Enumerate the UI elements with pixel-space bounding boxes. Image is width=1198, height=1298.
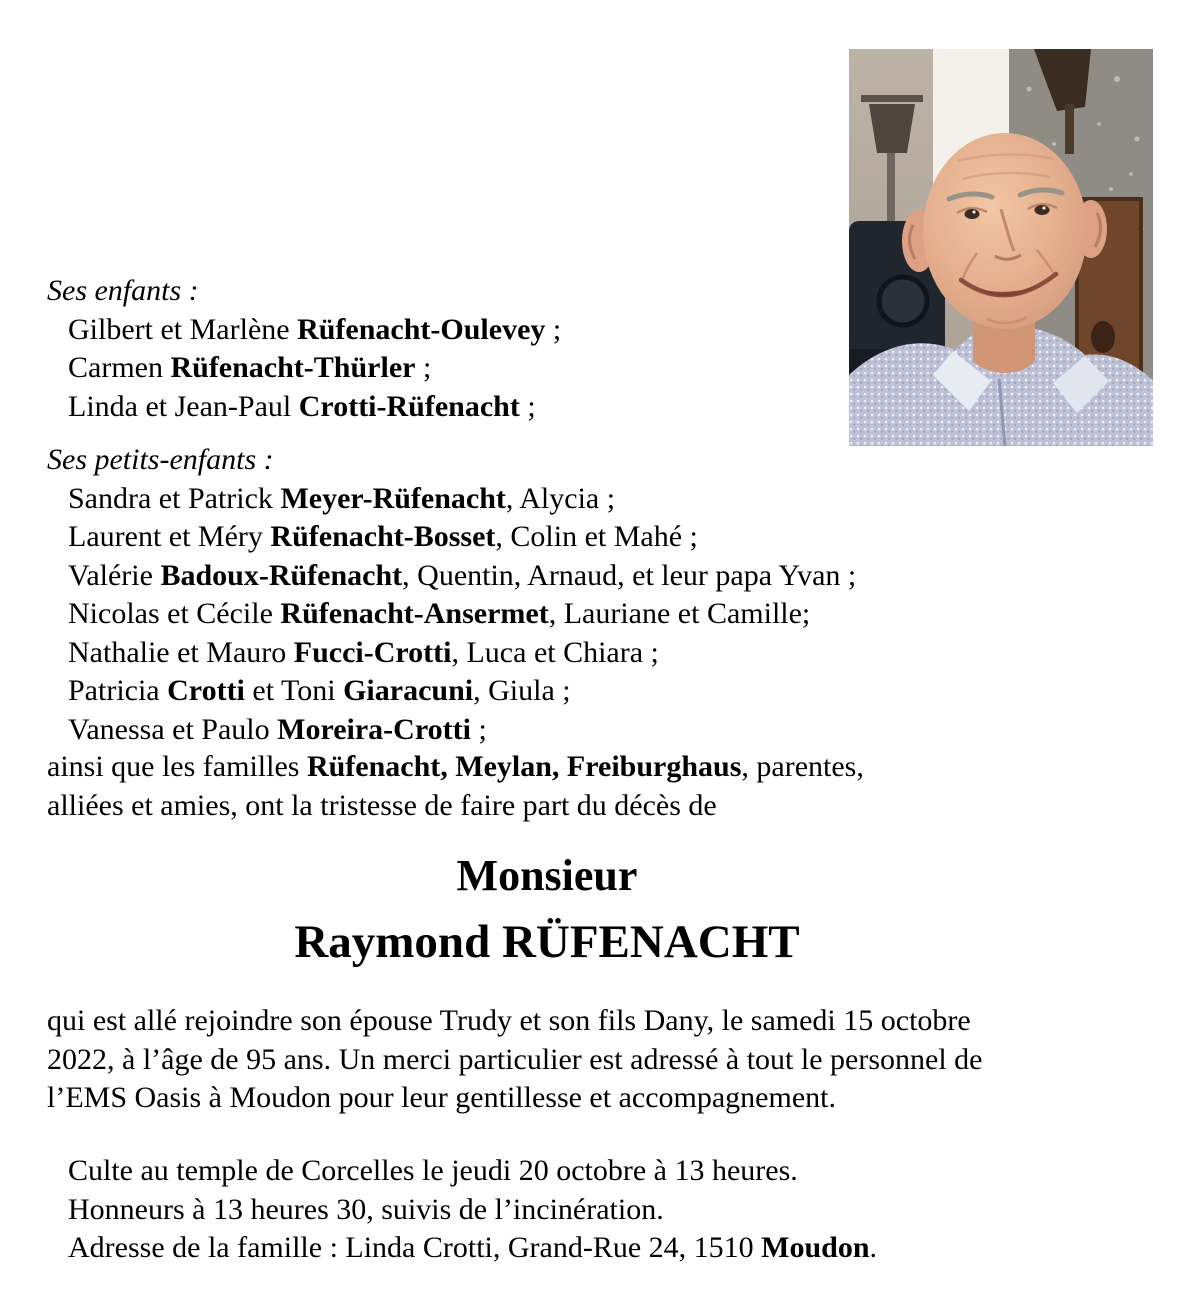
text-line [47, 557, 1057, 596]
section-families-paragraph [47, 748, 1057, 825]
text-segment: , Giula ; [473, 674, 571, 707]
text-line [47, 634, 1057, 673]
text-segment: Laurent et Méry [68, 520, 271, 553]
text-segment: Valérie [68, 558, 161, 592]
family-name: Meyer-Rüfenacht [280, 481, 506, 515]
text-segment: , parentes, [741, 750, 864, 783]
text-segment: 2022, à l’âge de 95 ans. Un merci particulier est adressé à tout le personnel de [47, 1042, 983, 1076]
section-children [47, 272, 1057, 426]
text-line [47, 1229, 1057, 1268]
children-list [47, 311, 1057, 427]
text-segment: Adresse de la famille : Linda Crotti, Grand-Rue 24, 1510 [68, 1231, 762, 1264]
text-line [47, 595, 1057, 634]
text-segment: ainsi que les familles [47, 750, 307, 783]
text-line [47, 787, 1057, 826]
text-segment: Patricia [68, 674, 168, 707]
grandchildren-list [47, 480, 1057, 750]
family-name: Fucci-Crotti [293, 635, 452, 669]
text-segment: qui est allé rejoindre son épouse Trudy et son fils Dany, le samedi 15 octobre [47, 1004, 971, 1037]
text-segment: ; [470, 712, 487, 746]
text-segment: Gilbert et Marlène [68, 312, 298, 346]
text-line [47, 711, 1057, 750]
text-line [47, 1152, 1057, 1191]
ceremony-details [47, 1152, 1057, 1268]
family-name: Badoux-Rüfenacht [160, 558, 403, 592]
text-segment: ; [415, 351, 432, 384]
text-segment: Culte au temple de Corcelles le jeudi 20 octobre à 13 heures. [68, 1154, 798, 1187]
death-paragraph [47, 1002, 1057, 1118]
text-segment: Honneurs à 13 heures 30, suivis de l’incinération. [68, 1192, 664, 1226]
text-line [47, 388, 1057, 427]
title-deceased-name: Raymond RÜFENACHT [294, 916, 800, 968]
text-segment: alliées et amies, ont la tristesse de faire part du décès de [47, 788, 717, 822]
family-name: Crotti-Rüfenacht [298, 389, 520, 423]
text-segment: , Lauriane et Camille; [548, 597, 811, 630]
children-label: Ses enfants : [47, 274, 199, 307]
text-segment: ; [519, 389, 536, 423]
text-segment: Sandra et Patrick [68, 481, 281, 515]
text-segment: Nathalie et Mauro [68, 635, 294, 669]
text-segment: , Quentin, Arnaud, et leur papa Yvan ; [402, 558, 857, 592]
text-segment: et Toni [244, 674, 344, 707]
text-segment: Vanessa et Paulo [68, 712, 278, 746]
text-segment: Linda et Jean-Paul [68, 389, 299, 423]
text-segment: Nicolas et Cécile [68, 597, 281, 630]
text-line [47, 311, 1057, 350]
text-line [47, 1191, 1057, 1230]
family-name: Giaracuni [343, 674, 474, 707]
text-line [47, 748, 1057, 787]
family-name: Rüfenacht, Meylan, Freiburghaus [306, 750, 742, 783]
text-segment: . [869, 1231, 878, 1264]
family-name: Rüfenacht-Bosset [270, 520, 496, 553]
section-ceremony [47, 1152, 1057, 1268]
family-name: Crotti [167, 674, 245, 707]
family-name: Rüfenacht-Ansermet [280, 597, 549, 630]
text-line [47, 1002, 1057, 1041]
text-segment: , Luca et Chiara ; [451, 635, 659, 669]
family-name: Moreira-Crotti [277, 712, 471, 746]
grandchildren-label: Ses petits-enfants : [47, 443, 274, 476]
text-line [47, 349, 1057, 388]
text-line [47, 480, 1057, 519]
section-death-paragraph [47, 1002, 1057, 1118]
family-name: Rüfenacht-Oulevey [297, 312, 546, 346]
text-segment: , Alycia ; [505, 481, 616, 515]
text-line [47, 1079, 1057, 1118]
text-line [47, 518, 1057, 557]
section-grandchildren [47, 441, 1057, 749]
text-segment: ; [545, 312, 562, 346]
family-name: Rüfenacht-Thürler [170, 351, 416, 384]
text-line [47, 672, 1057, 711]
text-segment: Carmen [68, 351, 171, 384]
text-segment: , Colin et Mahé ; [495, 520, 698, 553]
families-paragraph [47, 748, 1057, 825]
family-name: Moudon [761, 1231, 870, 1264]
title-monsieur: Monsieur [456, 851, 638, 900]
text-segment: l’EMS Oasis à Moudon pour leur gentillesse et accompagnement. [47, 1081, 836, 1114]
text-line [47, 1041, 1057, 1080]
